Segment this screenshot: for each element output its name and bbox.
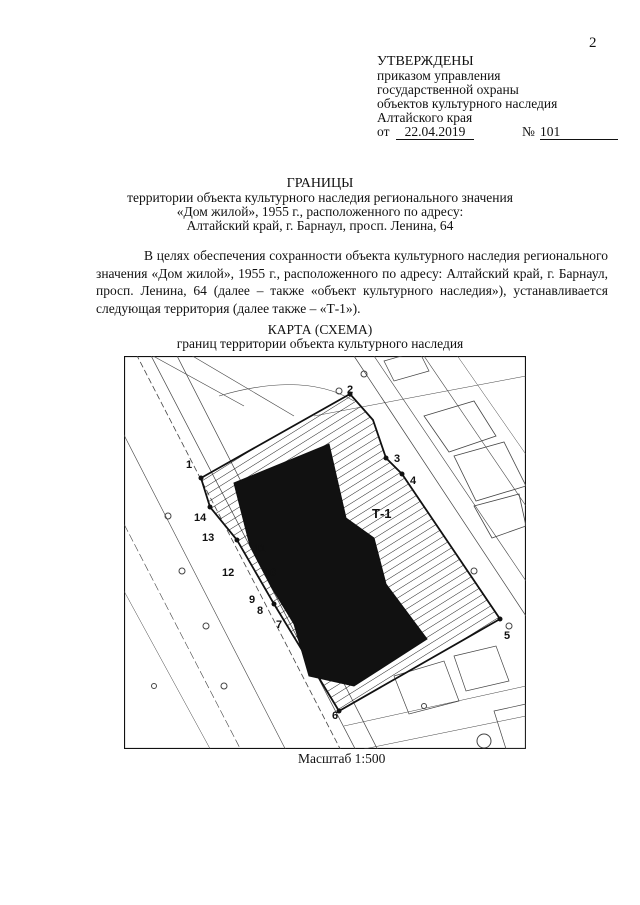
point-label: 10: [264, 567, 277, 579]
point-label: 13: [202, 532, 215, 544]
point-label: 2: [347, 384, 354, 396]
map-scale: Масштаб 1:500: [298, 751, 386, 766]
point-label: 4: [410, 475, 417, 487]
point-label: 12: [222, 567, 235, 579]
map-heading-block: [0, 323, 640, 351]
approval-date: 22.04.2019: [396, 124, 474, 140]
title-description: [0, 191, 640, 233]
title-line: «Дом жилой», 1955 г., расположенного по адресу:: [176, 204, 464, 219]
approval-line: Алтайского края: [377, 110, 473, 125]
approval-number: 101: [540, 124, 618, 140]
point-label: 14: [194, 512, 207, 524]
point-label: 9: [249, 594, 256, 606]
approval-heading: УТВЕРЖДЕНЫ: [377, 54, 474, 69]
map-subheading: границ территории объекта культурного наследия: [176, 336, 464, 351]
approval-line: государственной охраны: [377, 82, 519, 97]
document-title: ГРАНИЦЫ: [286, 176, 354, 191]
approval-line: объектов культурного наследия: [377, 96, 558, 111]
point-label: 8: [257, 605, 264, 617]
map-heading: КАРТА (СХЕМА): [267, 322, 373, 337]
approval-block: [377, 55, 557, 125]
point-label: 5: [504, 630, 511, 642]
point-label: 7: [276, 619, 283, 631]
page-number: 2: [589, 35, 597, 51]
approval-line: приказом управления: [377, 68, 501, 83]
point-label: 11: [254, 543, 266, 555]
point-label: 1: [186, 459, 193, 471]
point-label: 6: [332, 710, 339, 722]
number-label: №: [522, 124, 535, 139]
approval-date-row: [377, 124, 627, 142]
from-label: от: [377, 124, 390, 139]
territory-label: Т-1: [372, 506, 392, 521]
point-label: 3: [394, 453, 401, 465]
title-line: Алтайский край, г. Барнаул, просп. Ленина, 64: [186, 218, 454, 233]
territory-map: [124, 356, 526, 749]
body-paragraph: В целях обеспечения сохранности объекта культурного наследия регионального значения «Дом жилой», 1955 г., расположенного по адресу: Алтайский край, г. Барнаул, просп. Ленина, 64 (далее – также «объект культурного наследия»), устанавливается следующая территория (далее также – «Т-1»).: [96, 248, 608, 316]
title-line: территории объекта культурного наследия регионального значения: [127, 190, 513, 205]
